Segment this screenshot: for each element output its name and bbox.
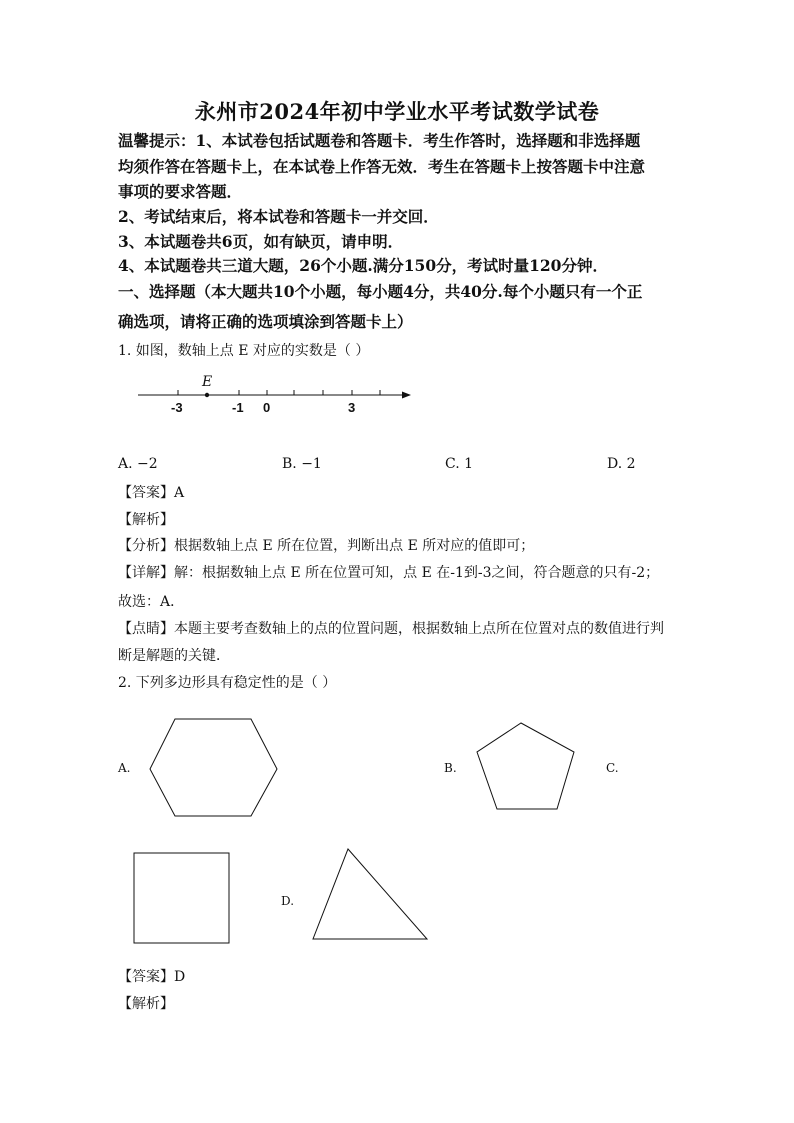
- intro-line: 事项的要求答题．: [118, 182, 243, 201]
- intro-line: 2、考试结束后，将本试卷和答题卡一并交回．: [118, 207, 439, 226]
- option-a-label: A.: [118, 761, 131, 775]
- tick-label: 3: [348, 400, 356, 415]
- tick-label: 0: [263, 400, 271, 415]
- arrow-icon: [402, 392, 411, 399]
- point-e-label: E: [202, 374, 213, 390]
- tick-label: -1: [232, 400, 244, 415]
- q2-answer: 【答案】D: [118, 969, 186, 985]
- pentagon-figure: [470, 715, 580, 815]
- q1-xiangjie: 【详解】解：根据数轴上点 E 所在位置可知，点 E 在-1到-3之间，符合题意的只有-2；: [118, 565, 660, 581]
- q1-answer: 【答案】A: [118, 485, 185, 501]
- triangle-figure: [308, 843, 433, 945]
- q2-analysis-title: 【解析】: [118, 996, 174, 1012]
- intro-line: 均须作答在答题卡上，在本试卷上作答无效．考生在答题卡上按答题卡中注意: [118, 157, 646, 176]
- q1-dianjing-line: 【点睛】本题主要考查数轴上的点的位置问题，根据数轴上点所在位置对点的数值进行判: [118, 621, 664, 637]
- section-line: 确选项，请将正确的选项填涂到答题卡上）: [118, 312, 413, 331]
- option-a: A. −2: [118, 456, 158, 472]
- point-e: [205, 393, 209, 397]
- option-c-label: C.: [606, 761, 619, 775]
- q1-analysis-title: 【解析】: [118, 512, 174, 528]
- number-line: [130, 370, 420, 420]
- q1-conclusion: 故选：A．: [118, 594, 185, 610]
- hexagon-figure: [140, 710, 290, 825]
- q1-fenxi: 【分析】根据数轴上点 E 所在位置，判断出点 E 所对应的值即可；: [118, 538, 535, 554]
- intro-line: 4、本试题卷共三道大题，26个小题.满分150分，考试时量120分钟．: [118, 256, 608, 275]
- q2-stem: 2. 下列多边形具有稳定性的是（ ）: [118, 675, 337, 691]
- square-figure: [130, 848, 235, 948]
- q1-stem: 1. 如图，数轴上点 E 对应的实数是（ ）: [118, 343, 370, 359]
- q1-dianjing-line: 断是解题的关键．: [118, 648, 230, 664]
- page-title: 永州市2024年初中学业水平考试数学试卷: [194, 99, 600, 124]
- option-b: B. −1: [282, 456, 322, 472]
- option-c: C. 1: [445, 456, 474, 472]
- option-b-label: B.: [444, 761, 457, 775]
- section-line: 一、选择题（本大题共10个小题，每小题4分，共40分.每个小题只有一个正: [118, 282, 643, 301]
- intro-line: 3、本试题卷共6页，如有缺页，请申明．: [118, 232, 404, 251]
- option-d: D. 2: [607, 456, 636, 472]
- intro-line: 温馨提示：1、本试卷包括试题卷和答题卡．考生作答时，选择题和非选择题: [118, 131, 641, 150]
- option-d-label: D.: [281, 894, 295, 908]
- tick-label: -3: [171, 400, 183, 415]
